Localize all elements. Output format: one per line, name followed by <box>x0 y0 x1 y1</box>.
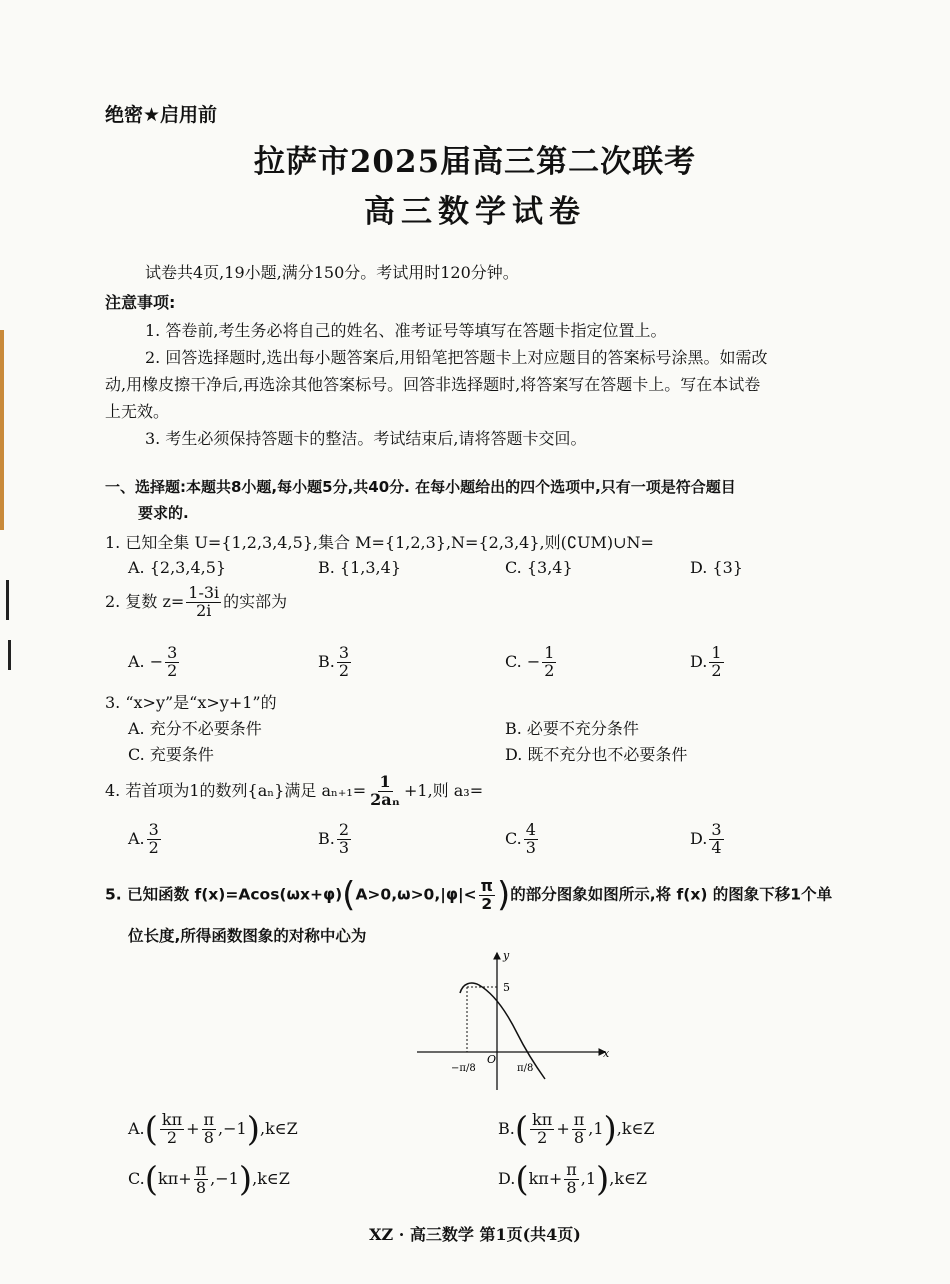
page-footer: XZ · 高三数学 第1页(共4页) <box>369 1225 581 1244</box>
graph-y-tick: 5 <box>503 981 510 994</box>
question-4-stem <box>105 774 483 809</box>
graph-x-label: x <box>603 1047 610 1060</box>
graph-y-label: y <box>503 949 510 962</box>
question-1-option-c: C. {3,4} <box>505 558 573 577</box>
question-5-graph <box>405 945 615 1095</box>
exam-info: 试卷共4页,19小题,满分150分。考试用时120分钟。 <box>145 263 519 282</box>
graph-origin: O <box>487 1053 497 1066</box>
fraction-denominator: 2i <box>196 600 212 620</box>
question-1-option-b: B. {1,3,4} <box>318 558 401 577</box>
confidential-label: 绝密★启用前 <box>105 104 218 126</box>
question-4-option-d: D. $\frac{3}{4}$ <box>690 820 722 857</box>
question-5-stem: 5. 已知函数 f(x)=Acos(ωx+φ)(A>0,ω>0,|φ|< $\frac{\pi}{2}$ )的部分图象如图所示,将 f(x) 的图象下移1个单 <box>105 875 833 915</box>
question-5-option-b: B.( $\frac{k\pi}{2}$ + $\frac{\pi}{8}$ ,1),k∈Z <box>498 1109 655 1150</box>
question-2-stem-pre: 2. 复数 z= <box>105 591 185 611</box>
section-heading-cont: 要求的. <box>138 504 189 522</box>
question-4-stem-post: +1,则 a₃= <box>403 780 484 800</box>
question-2-option-d: D. $\frac{1}{2}$ <box>690 643 722 680</box>
question-4-option-a: A. $\frac{3}{2}$ <box>128 820 159 857</box>
question-2-option-c: C. − $\frac{1}{2}$ <box>505 643 555 680</box>
question-2-stem <box>105 585 287 620</box>
graph-x-tick-left: −π/8 <box>451 1063 476 1074</box>
question-2-stem-post: 的实部为 <box>223 591 288 611</box>
question-4-fraction <box>368 774 402 809</box>
question-4-stem-pre: 4. 若首项为1的数列{aₙ}满足 aₙ₊₁= <box>105 780 367 800</box>
notice-item-1: 1. 答卷前,考生务必将自己的姓名、准考证号等填写在答题卡指定位置上。 <box>145 321 667 340</box>
question-2-option-b: B. $\frac{3}{2}$ <box>318 643 350 680</box>
question-2-option-a: A. − $\frac{3}{2}$ <box>128 643 178 680</box>
question-5-stem-pre: 5. 已知函数 f(x)=Acos(ωx+φ) <box>105 885 343 904</box>
question-3-option-c: C. 充要条件 <box>128 745 214 764</box>
graph-x-tick-right: π/8 <box>517 1063 534 1074</box>
question-3-option-d: D. 既不充分也不必要条件 <box>505 745 688 764</box>
exam-subtitle: 高三数学试卷 <box>364 194 586 230</box>
notice-item-2-end: 上无效。 <box>105 402 170 421</box>
question-1-option-d: D. {3} <box>690 558 743 577</box>
scan-edge-mark <box>8 640 11 670</box>
question-3-option-a: A. 充分不必要条件 <box>128 719 262 738</box>
notice-item-2-cont: 动,用橡皮擦干净后,再选涂其他答案标号。回答非选择题时,将答案写在答题卡上。写在本试卷 <box>105 375 761 394</box>
notice-title: 注意事项: <box>105 293 176 312</box>
question-3-option-b: B. 必要不充分条件 <box>505 719 639 738</box>
question-3-stem: 3. “x>y”是“x>y+1”的 <box>105 693 277 712</box>
fraction-numerator: 1 <box>379 772 391 791</box>
question-5-condition: A>0,ω>0,|φ|< <box>355 885 477 904</box>
question-4-option-b: B. $\frac{2}{3}$ <box>318 820 350 857</box>
question-5-option-c: C.(kπ+ $\frac{\pi}{8}$ ,−1),k∈Z <box>128 1159 290 1200</box>
notice-item-3: 3. 考生必须保持答题卡的整洁。考试结束后,请将答题卡交回。 <box>145 429 587 448</box>
section-heading: 一、选择题:本题共8小题,每小题5分,共40分. 在每小题给出的四个选项中,只有一项是符合题目 <box>105 478 736 496</box>
scan-edge-mark <box>6 580 9 620</box>
notice-item-2: 2. 回答选择题时,选出每小题答案后,用铅笔把答题卡上对应题目的答案标号涂黑。如需改 <box>145 348 768 367</box>
exam-title: 拉萨市2025届高三第二次联考 <box>253 144 697 180</box>
scan-edge-mark <box>0 330 4 530</box>
question-5-stem-line2: 位长度,所得函数图象的对称中心为 <box>128 927 367 945</box>
question-1-option-a: A. {2,3,4,5} <box>128 558 227 577</box>
question-5-option-d: D.(kπ+ $\frac{\pi}{8}$ ,1),k∈Z <box>498 1159 648 1200</box>
fraction-denominator: 2aₙ <box>370 789 400 809</box>
question-5-option-a: A.( $\frac{k\pi}{2}$ + $\frac{\pi}{8}$ ,−1),k∈Z <box>128 1109 298 1150</box>
question-4-option-c: C. $\frac{4}{3}$ <box>505 820 536 857</box>
question-5-stem-post: 的部分图象如图所示,将 f(x) 的图象下移1个单 <box>510 885 833 904</box>
question-1-stem: 1. 已知全集 U={1,2,3,4,5},集合 M={1,2,3},N={2,3,4},则(∁UM)∪N= <box>105 533 654 552</box>
fraction-numerator: 1-3i <box>188 583 220 602</box>
question-2-fraction <box>186 585 221 620</box>
